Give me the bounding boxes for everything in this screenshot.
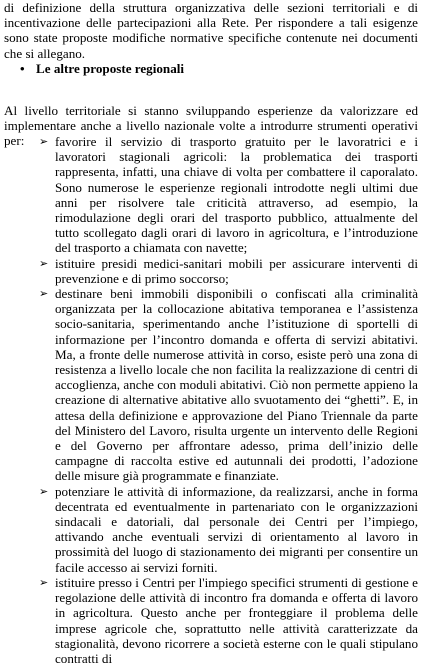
arrow-bullet-icon: ➢: [39, 256, 49, 270]
list-item-text: istituire presso i Centri per l'impiego specifici strumenti di gestione e regolazione delle attività di incontro fra domanda e offerta di lavoro in agricoltura. Questo anche per fronteggiare il problema delle imprese agricole che, soprattutto nelle attività caratterizzate da stagionalità, devono ricorrere a società esterne con le quali stipulano contratti di: [55, 574, 418, 666]
section-title: Le altre proposte regionali: [36, 61, 185, 76]
list-item: [4, 484, 418, 575]
list-item-text: favorire il servizio di trasporto gratuito per le lavoratrici e i lavoratori stagionali agricoli: la problematica dei trasporti rappresenta, infatti, una chiave di volta per combattere il caporalato. Sono numerose le esperienze regionali introdotte negli ultimi due anni per risolvere tale criticità attraverso, ad esempio, la rimodulazione degli orari del trasporto pubblico, attualmente del tutto scollegato dagli orari di lavoro in agricoltura, e l’introduzione del trasporto a chiamata con navette;: [55, 134, 418, 256]
arrow-bullet-icon: ➢: [39, 287, 49, 301]
section-bullet: •: [20, 61, 25, 76]
proposal-list: [4, 134, 418, 666]
arrow-bullet-icon: ➢: [39, 135, 49, 148]
list-item: [4, 134, 418, 256]
list-item-text: potenziare le attività di informazione, da realizzarsi, anche in forma decentrata ed eventualmente in partenariato con le organizzazioni sindacali e datoriali, dal personale dei Centri per l’impiego, attivando anche eventuali servizi di orientamento al lavoro in prossimità del luogo di stazionamento dei migranti per consentire un facile accesso ai servizi forniti.: [55, 483, 418, 575]
list-item: [4, 256, 418, 286]
section-heading: [20, 61, 184, 76]
list-item-text: destinare beni immobili disponibili o confiscati alla criminalità organizzata per la collocazione abitativa temporanea e l’assistenza socio-sanitaria, sperimentando anche l’istituzione di sportelli di informazione per l’incontro domanda e offerta di servizi abitativi. Ma, a fronte delle numerose attività in corso, esiste però una zona di resistenza a livello locale che non facilita la realizzazione di centri di accoglienza, anche con moduli abitativi. Ciò non permette appieno la creazione di alternative abitative allo svuotamento dei “ghetti”. E, in attesa della definizione e approvazione del Piano Triennale da parte del Ministero del Lavoro, risulta urgente un intervento delle Regioni e del Governo per affrontare adesso, prima dell’inizio delle campagne di raccolta estive ed autunnali dei prodotti, l’adozione delle misure già programmate e finanziate.: [55, 286, 418, 484]
arrow-bullet-icon: ➢: [39, 575, 49, 589]
list-item: [4, 286, 418, 484]
arrow-bullet-icon: ➢: [39, 484, 49, 498]
list-item: [4, 575, 418, 666]
list-item-text: istituire presidi medici-sanitari mobili per assicurare interventi di prevenzione e di primo soccorso;: [55, 255, 418, 286]
territorial-paragraph: Al livello territoriale si stanno sviluppando esperienze da valorizzare ed implementare anche a livello nazionale volte a introdurre strumenti operativi per:: [4, 103, 418, 149]
intro-paragraph: di definizione della struttura organizzativa delle sezioni territoriali e di incentivazione delle partecipazioni alla Rete. Per rispondere a tali esigenze sono state proposte modifiche normative specifiche contenute nei documenti che si allegano.: [4, 0, 418, 61]
